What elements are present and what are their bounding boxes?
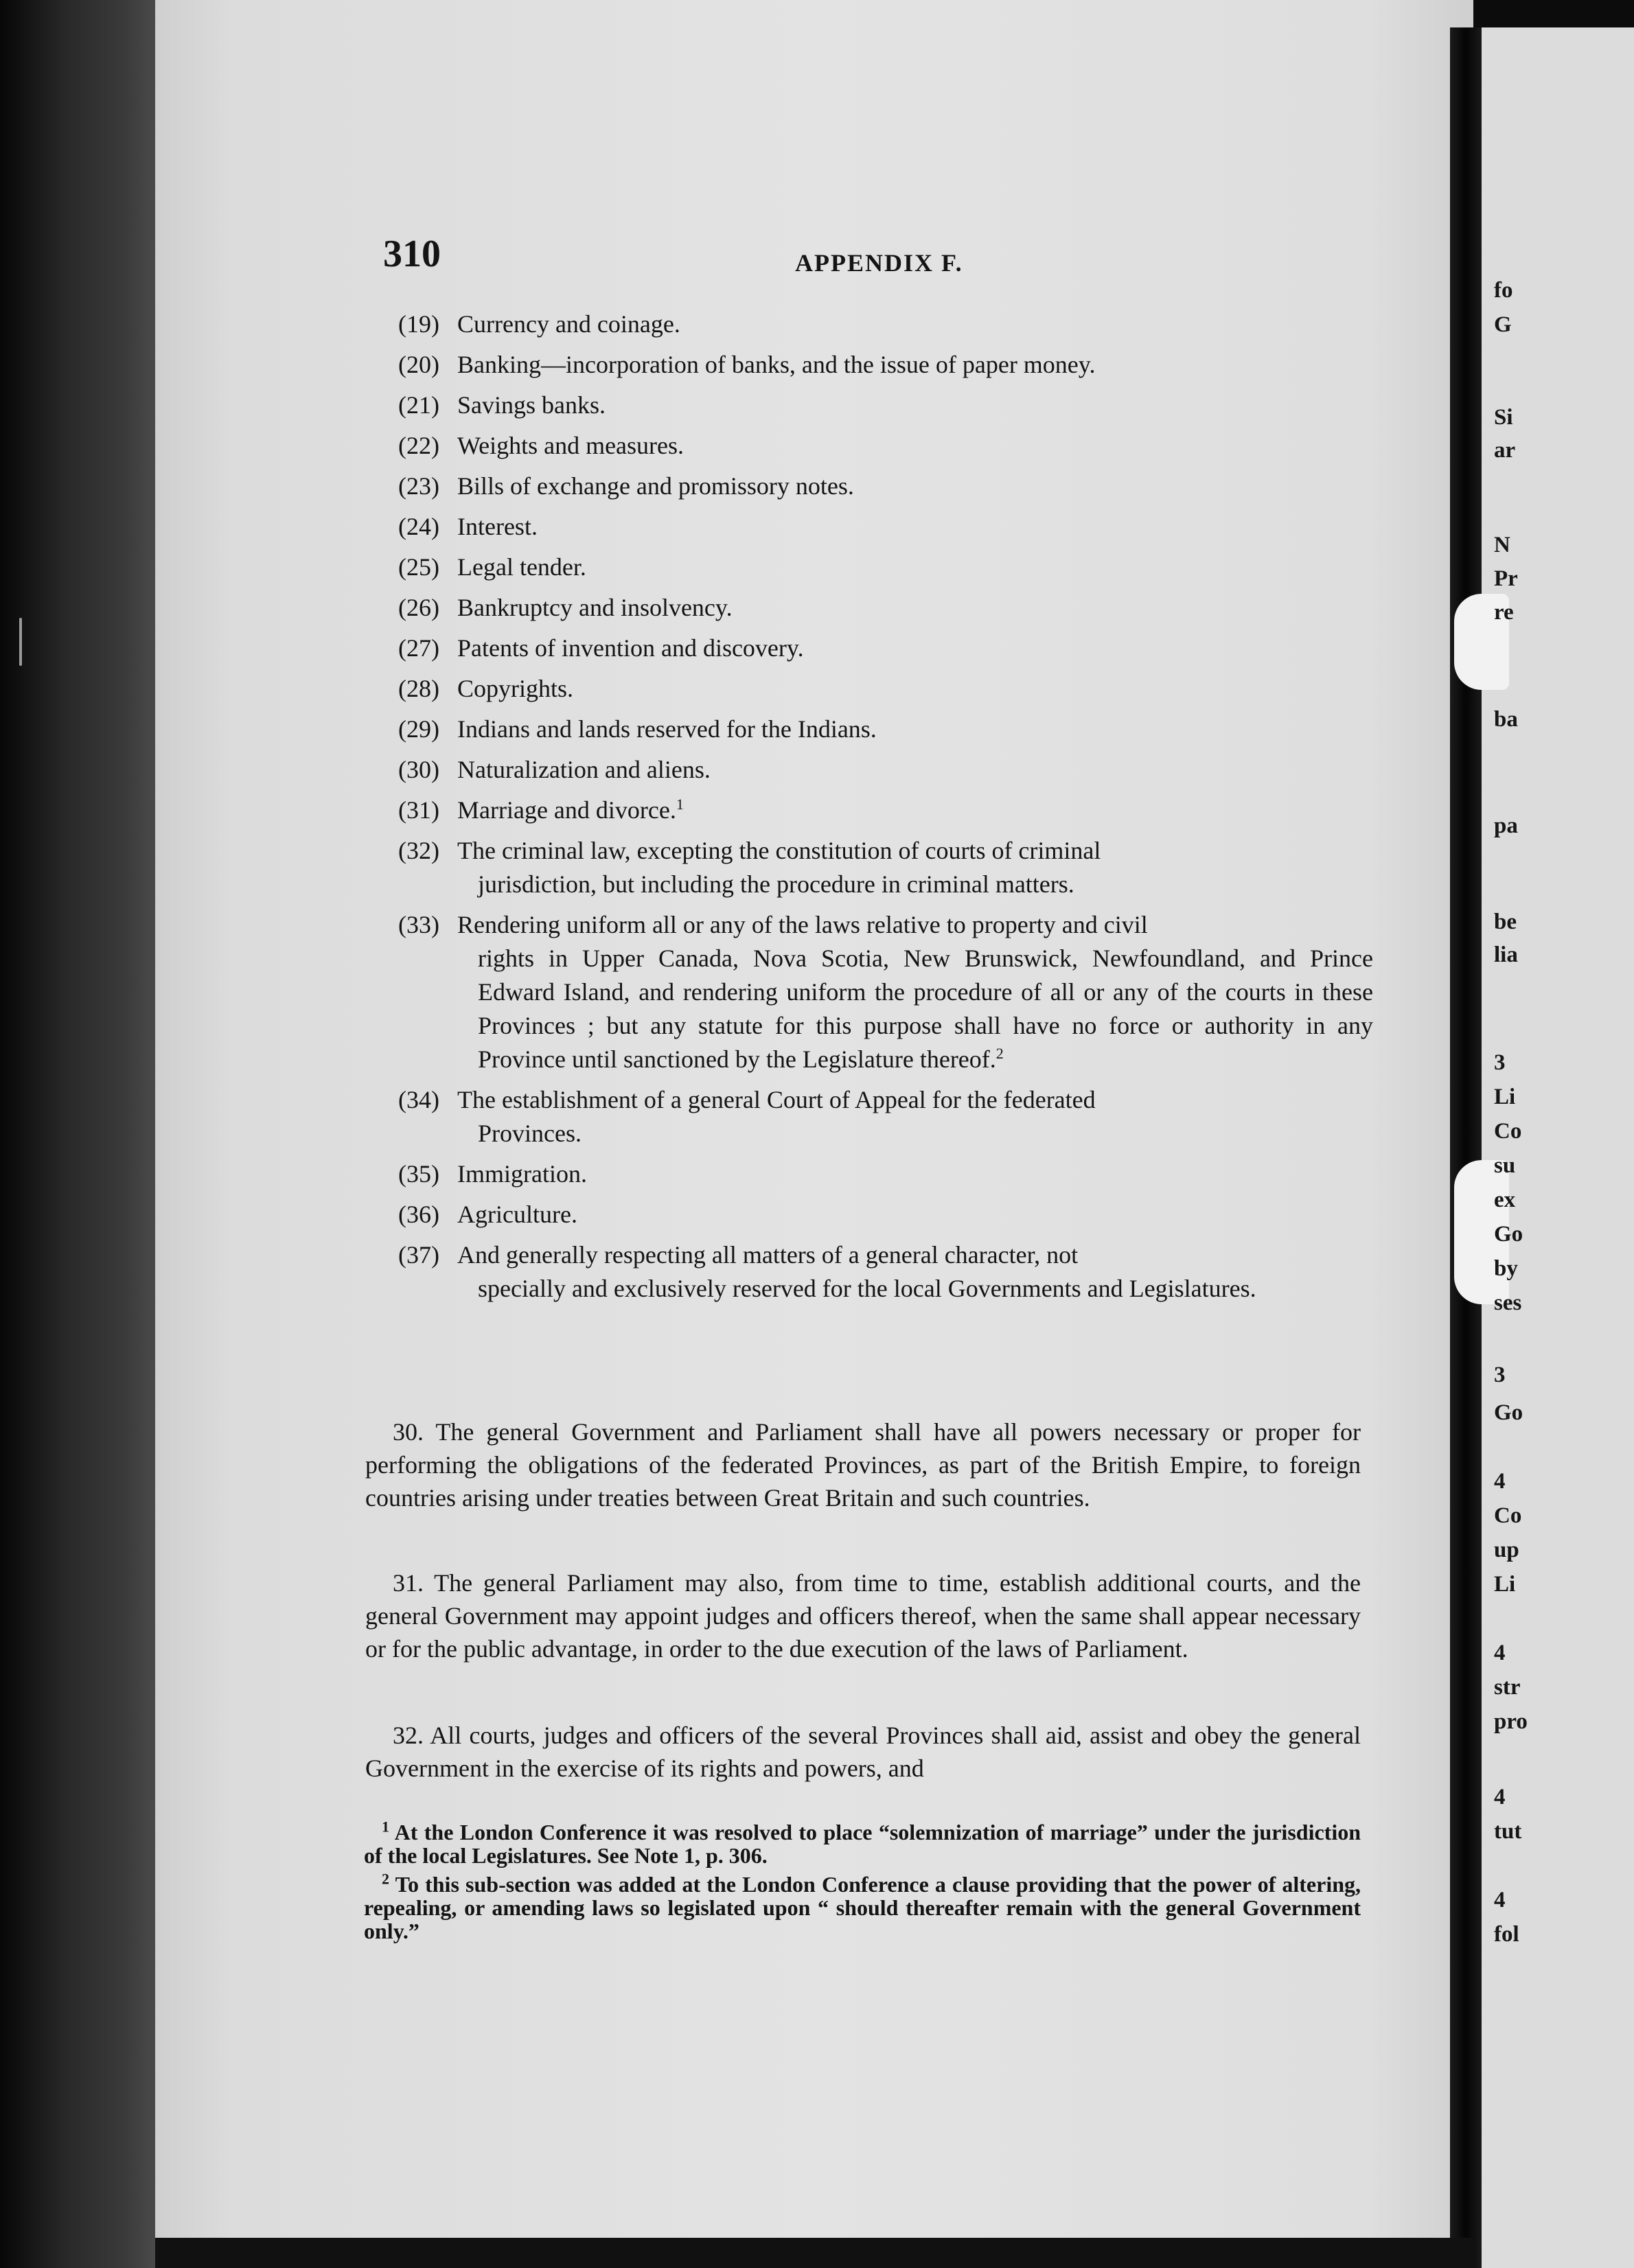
- list-item: [398, 672, 1373, 706]
- item-text: Interest.: [457, 513, 538, 540]
- facing-page-fragment: tut: [1494, 1819, 1522, 1844]
- section-30: 30. The general Government and Parliament shall have all powers necessary or proper for performing the obligations of the federated Provinces, as part of the British Empire, to foreign countries arising under treaties between Great Britain and such countries.: [365, 1418, 1361, 1512]
- footnote-2-mark: 2: [382, 1870, 389, 1888]
- item-text: Immigration.: [457, 1160, 587, 1188]
- facing-page-fragment: ses: [1494, 1291, 1522, 1315]
- item-number: (23): [398, 472, 439, 500]
- facing-page-fragment: ex: [1494, 1188, 1516, 1212]
- item-number: (33): [398, 911, 439, 938]
- facing-page-fragment: 4: [1494, 1469, 1506, 1494]
- list-item: [398, 1238, 1373, 1306]
- facing-page-fragment: Go: [1494, 1222, 1523, 1247]
- facing-page-fragment: su: [1494, 1153, 1516, 1178]
- item-text-continued: Provinces.: [478, 1120, 582, 1147]
- item-text: Patents of invention and discovery.: [457, 634, 804, 662]
- facing-page-fragment: up: [1494, 1538, 1519, 1562]
- running-head: APPENDIX F.: [795, 249, 963, 277]
- list-item: [398, 510, 1373, 544]
- list-item: [398, 1083, 1373, 1150]
- item-text: Naturalization and aliens.: [457, 756, 711, 783]
- item-number: (30): [398, 756, 439, 783]
- footnote-1-text: At the London Conference it was resolved to place “solemnization of marriage” under the jurisdiction of the local Legislatures. See Note 1, p. 306.: [364, 1820, 1361, 1868]
- facing-page-fragment: fo: [1494, 278, 1513, 303]
- facing-page-fragment: lia: [1494, 942, 1518, 967]
- facing-page-fragment: Si: [1494, 405, 1513, 430]
- item-text: Currency and coinage.: [457, 310, 680, 338]
- list-item: [398, 470, 1373, 503]
- facing-page-fragment: 4: [1494, 1641, 1506, 1665]
- item-text: Marriage and divorce.$^1$: [457, 796, 684, 824]
- item-number: (36): [398, 1201, 439, 1228]
- item-text-continued: rights in Upper Canada, Nova Scotia, New Brunswick, Newfoundland, and Prince Edward Island, and rendering uniform the procedure of all or any of the courts in these Provinces ; but any statute for this purpose shall have no force or authority in any Province until sanctioned by the Legislature thereof.$^2$: [478, 945, 1373, 1073]
- list-item: [398, 348, 1373, 382]
- list-item: [398, 908, 1373, 1076]
- item-number: (29): [398, 715, 439, 743]
- list-item: [398, 429, 1373, 463]
- item-number: (21): [398, 391, 439, 419]
- list-item: [398, 308, 1373, 341]
- item-text: Bankruptcy and insolvency.: [457, 594, 733, 621]
- item-text: Savings banks.: [457, 391, 606, 419]
- facing-page-fragment: pa: [1494, 813, 1518, 838]
- facing-page-fragment: 4: [1494, 1785, 1506, 1809]
- footnote-2-text: To this sub-section was added at the London Conference a clause providing that the power of altering, repealing, or amending laws so legislated upon “ should thereafter remain with the general Government only.”: [364, 1872, 1361, 1943]
- item-number: (20): [398, 351, 439, 378]
- facing-page-fragment: by: [1494, 1256, 1518, 1281]
- facing-page-fragment: 4: [1494, 1888, 1506, 1912]
- section-32: 32. All courts, judges and officers of the several Provinces shall aid, assist and obey the general Government in the exercise of its rights and powers, and: [365, 1722, 1361, 1782]
- section-31: 31. The general Parliament may also, from time to time, establish additional courts, and the general Government may appoint judges and officers thereof, when the same shall appear necessary or for the public advantage, in order to the due execution of the laws of Parliament.: [365, 1569, 1361, 1663]
- item-number: (22): [398, 432, 439, 459]
- facing-page-fragment: Co: [1494, 1119, 1522, 1144]
- item-text: Bills of exchange and promissory notes.: [457, 472, 854, 500]
- item-number: (32): [398, 837, 439, 864]
- list-item: [398, 753, 1373, 787]
- item-number: (26): [398, 594, 439, 621]
- facing-page-fragment: re: [1494, 600, 1514, 625]
- footnote-1-mark: 1: [382, 1818, 389, 1836]
- facing-page-fragment: 3: [1494, 1363, 1506, 1387]
- item-text: Indians and lands reserved for the Indians.: [457, 715, 877, 743]
- list-item: [398, 713, 1373, 746]
- item-number: (35): [398, 1160, 439, 1188]
- facing-page-fragment: Co: [1494, 1503, 1522, 1528]
- list-item: [398, 794, 1373, 827]
- item-text-continued: jurisdiction, but including the procedure in criminal matters.: [478, 870, 1074, 898]
- facing-page-fragment: 3: [1494, 1050, 1506, 1075]
- item-text: Copyrights.: [457, 675, 574, 702]
- facing-page-fragment: str: [1494, 1675, 1521, 1700]
- enumerated-powers-list: [398, 308, 1373, 1312]
- footnote-2: [364, 1870, 1361, 1943]
- facing-page-fragment: ar: [1494, 438, 1516, 463]
- facing-page-fragment: Li: [1494, 1572, 1516, 1597]
- footnote-1: [364, 1820, 1361, 1867]
- item-number: (25): [398, 553, 439, 581]
- facing-page-fragment: Go: [1494, 1400, 1523, 1425]
- list-item: [398, 591, 1373, 625]
- list-item: [398, 551, 1373, 584]
- facing-page-fragment: G: [1494, 312, 1512, 337]
- list-item: [398, 1198, 1373, 1231]
- facing-page-fragment: fol: [1494, 1922, 1519, 1947]
- facing-page-fragment: be: [1494, 910, 1517, 934]
- item-number: (28): [398, 675, 439, 702]
- facing-page-fragment: Pr: [1494, 566, 1518, 591]
- list-item: [398, 834, 1373, 901]
- facing-page-fragment: Li: [1494, 1085, 1516, 1109]
- item-number: (34): [398, 1086, 439, 1113]
- list-item: [398, 1157, 1373, 1191]
- item-number: (37): [398, 1241, 439, 1269]
- facing-page-fragment: ba: [1494, 707, 1518, 732]
- item-text: The establishment of a general Court of Appeal for the federated: [457, 1086, 1096, 1113]
- footnote-reference: 2: [996, 1045, 1004, 1062]
- facing-page-fragment: N: [1494, 533, 1510, 557]
- facing-page-fragment: pro: [1494, 1709, 1528, 1734]
- item-number: (19): [398, 310, 439, 338]
- list-item: [398, 632, 1373, 665]
- item-text: Weights and measures.: [457, 432, 684, 459]
- item-text: Banking—incorporation of banks, and the issue of paper money.: [457, 351, 1096, 378]
- item-number: (24): [398, 513, 439, 540]
- list-item: [398, 389, 1373, 422]
- item-text-continued: specially and exclusively reserved for the local Governments and Legislatures.: [478, 1275, 1256, 1302]
- page-number: 310: [383, 233, 441, 275]
- item-text: Legal tender.: [457, 553, 586, 581]
- footnote-reference: 1: [676, 796, 684, 813]
- footnotes: [364, 1820, 1361, 1948]
- item-text: Agriculture.: [457, 1201, 577, 1228]
- item-number: (27): [398, 634, 439, 662]
- item-text: And generally respecting all matters of a general character, not: [457, 1241, 1079, 1269]
- item-number: (31): [398, 796, 439, 824]
- item-text: The criminal law, excepting the constitution of courts of criminal: [457, 837, 1101, 864]
- item-text: Rendering uniform all or any of the laws relative to property and civil: [457, 911, 1148, 938]
